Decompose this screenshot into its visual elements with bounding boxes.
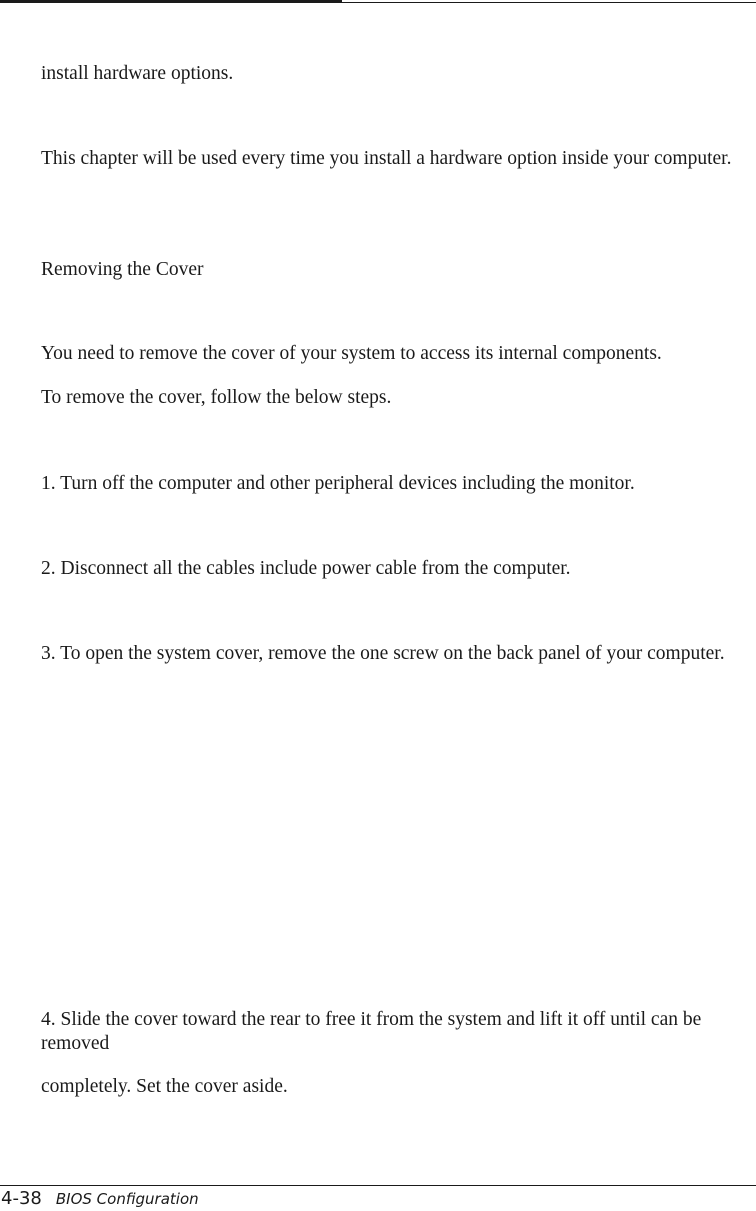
header-rule-thick: [0, 0, 342, 3]
step-2: 2. Disconnect all the cables include power cable from the computer.: [41, 558, 571, 579]
footer-section-title: BIOS Configuration: [55, 1190, 199, 1208]
step-1: 1. Turn off the computer and other peripheral devices including the monitor.: [41, 473, 635, 494]
page-number: 4-38: [1, 1188, 42, 1209]
footer-rule: [0, 1185, 756, 1186]
step-4: 4. Slide the cover toward the rear to free it from the system and lift it off until can be removed: [41, 1009, 702, 1054]
header-rule-thin: [342, 2, 756, 3]
page-footer: [1, 1188, 199, 1209]
intro-fragment: install hardware options.: [41, 63, 234, 84]
step-3: 3. To open the system cover, remove the one screw on the back panel of your computer.: [41, 643, 725, 664]
steps-intro-paragraph: To remove the cover, follow the below steps.: [41, 387, 392, 408]
chapter-usage-paragraph: This chapter will be used every time you install a hardware option inside your computer.: [41, 148, 732, 169]
section-heading-removing-cover: Removing the Cover: [41, 259, 204, 280]
cover-access-paragraph: You need to remove the cover of your system to access its internal components.: [41, 343, 662, 364]
step-4-continuation: completely. Set the cover aside.: [41, 1076, 288, 1097]
